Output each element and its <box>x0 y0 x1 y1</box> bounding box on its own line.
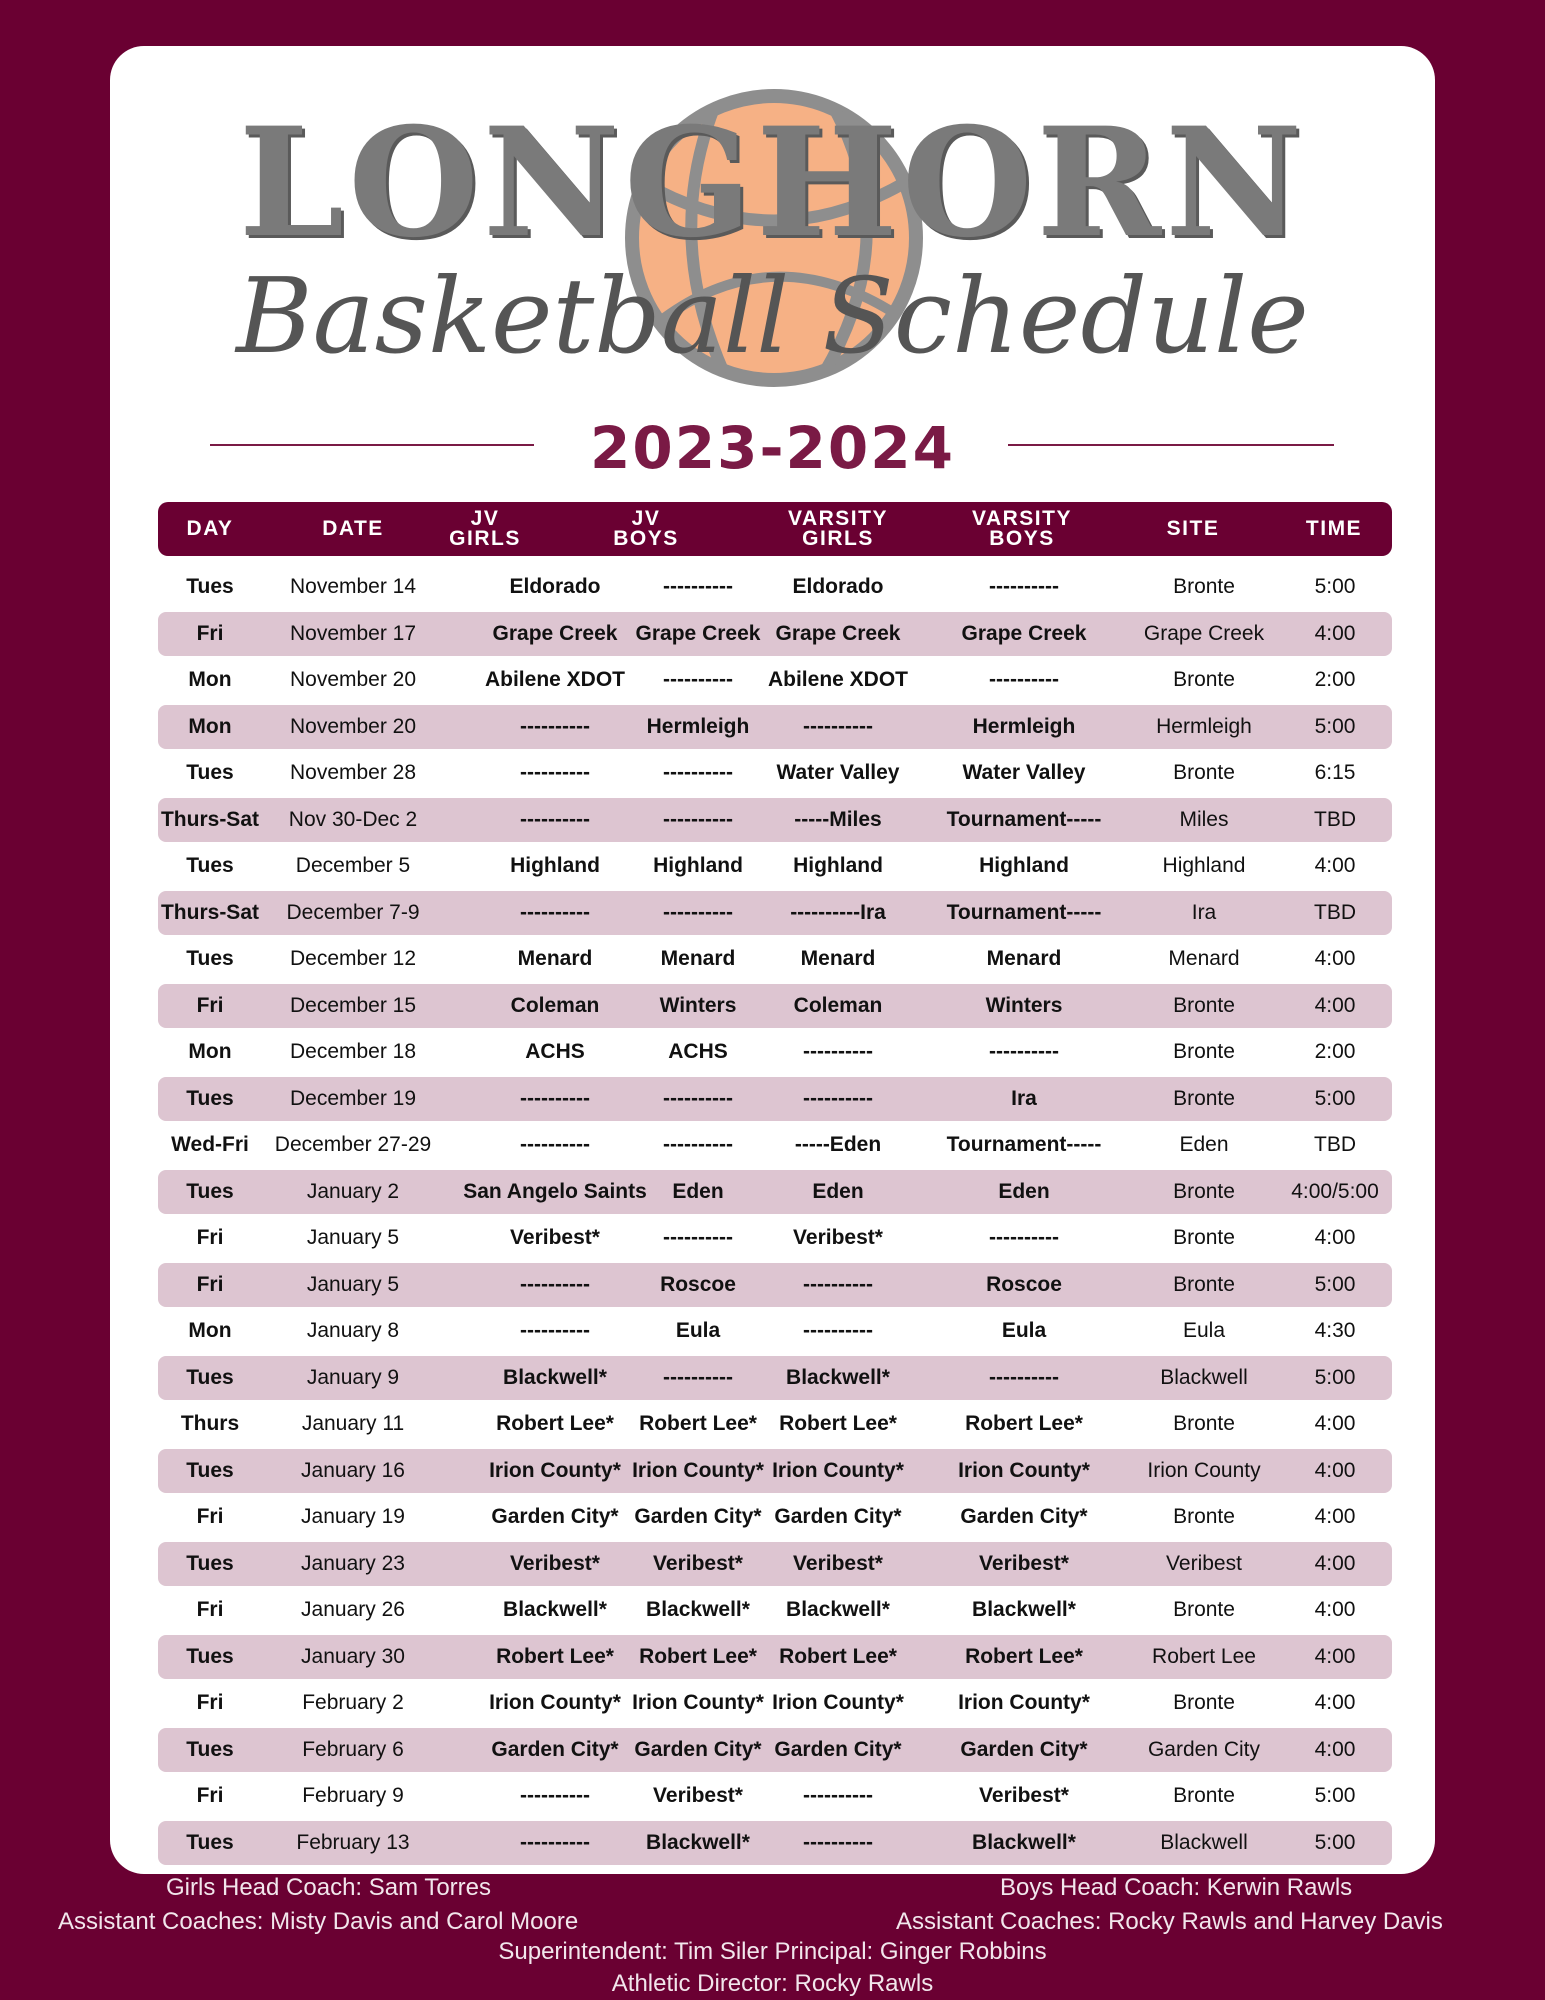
date-cell: February 2 <box>302 1691 404 1714</box>
jv-boys-cell: Veribest* <box>653 1551 743 1575</box>
varsity-girls-cell: -----Miles <box>794 807 882 831</box>
varsity-boys-cell: ---------- <box>989 575 1059 598</box>
varsity-boys-cell: Robert Lee* <box>965 1412 1083 1435</box>
jv-boys-cell: Highland <box>653 854 743 877</box>
time-cell: 6:15 <box>1314 761 1356 784</box>
jv-boys-cell: ---------- <box>663 1226 733 1249</box>
table-row <box>158 705 1392 749</box>
day-cell: Thurs-Sat <box>160 807 259 831</box>
day-cell: Fri <box>196 993 224 1017</box>
time-cell: 2:00 <box>1314 1040 1356 1063</box>
jv-girls-cell: ---------- <box>520 714 590 738</box>
divider-right <box>1008 444 1334 446</box>
season-year: 2023-2024 <box>590 414 955 482</box>
varsity-girls-cell: Highland <box>793 854 883 877</box>
column-header-varsity-boys: VARSITY BOYS <box>972 507 1072 550</box>
varsity-boys-cell: Garden City* <box>960 1505 1088 1528</box>
site-cell: Irion County <box>1147 1458 1261 1482</box>
jv-girls-cell: ---------- <box>520 1830 590 1854</box>
jv-boys-cell: ---------- <box>663 1086 733 1110</box>
varsity-girls-cell: Blackwell* <box>786 1598 890 1621</box>
jv-girls-cell: Coleman <box>510 993 600 1017</box>
jv-girls-cell: ---------- <box>520 1272 590 1296</box>
column-header-jv-girls: JV GIRLS <box>449 507 521 550</box>
time-cell: 4:00 <box>1314 993 1356 1017</box>
time-cell: 5:00 <box>1314 1086 1356 1110</box>
table-row <box>158 844 1392 888</box>
jv-boys-cell: Hermleigh <box>646 714 750 738</box>
time-cell: 4:00/5:00 <box>1291 1179 1379 1203</box>
time-cell: 4:00 <box>1314 1644 1356 1668</box>
varsity-girls-cell: ----------Ira <box>790 900 886 924</box>
varsity-girls-cell: Eden <box>812 1179 864 1203</box>
date-cell: January 5 <box>306 1226 400 1249</box>
varsity-girls-cell: ---------- <box>803 1319 873 1342</box>
jv-girls-cell: Veribest* <box>510 1551 600 1575</box>
site-cell: Highland <box>1162 854 1246 877</box>
day-cell: Wed-Fri <box>171 1133 249 1156</box>
varsity-boys-cell: Robert Lee* <box>965 1644 1083 1668</box>
jv-girls-cell: Menard <box>517 947 593 970</box>
date-cell: December 5 <box>295 854 411 877</box>
footer <box>0 1872 1545 2000</box>
varsity-boys-cell: Garden City* <box>960 1737 1088 1761</box>
site-cell: Bronte <box>1173 1226 1235 1249</box>
column-header-varsity-girls: VARSITY GIRLS <box>788 507 888 550</box>
date-cell: January 8 <box>306 1319 400 1342</box>
site-cell: Veribest <box>1166 1551 1242 1575</box>
time-cell: TBD <box>1314 1133 1356 1156</box>
jv-boys-cell: ---------- <box>663 1133 733 1156</box>
table-row <box>158 1681 1392 1725</box>
varsity-boys-cell: Hermleigh <box>972 714 1076 738</box>
date-cell: November 17 <box>289 621 417 645</box>
table-row <box>158 1728 1392 1772</box>
time-cell: 5:00 <box>1314 1784 1356 1807</box>
jv-girls-cell: Garden City* <box>491 1505 619 1528</box>
varsity-girls-cell: ---------- <box>803 1830 873 1854</box>
table-row <box>158 1356 1392 1400</box>
table-row <box>158 1402 1392 1446</box>
varsity-girls-cell: Irion County* <box>772 1691 904 1714</box>
varsity-girls-cell: Eldorado <box>792 575 884 598</box>
site-cell: Bronte <box>1173 1598 1235 1621</box>
date-cell: January 11 <box>301 1412 405 1435</box>
site-cell: Miles <box>1179 807 1229 831</box>
date-cell: February 9 <box>302 1784 404 1807</box>
table-row <box>158 1030 1392 1074</box>
varsity-boys-cell: Veribest* <box>979 1784 1069 1807</box>
varsity-girls-cell: Coleman <box>793 993 883 1017</box>
jv-girls-cell: Grape Creek <box>492 621 618 645</box>
jv-girls-cell: ---------- <box>520 807 590 831</box>
varsity-girls-cell: Robert Lee* <box>779 1644 897 1668</box>
jv-girls-cell: Eldorado <box>509 575 601 598</box>
varsity-girls-cell: ---------- <box>803 1040 873 1063</box>
jv-boys-cell: Roscoe <box>660 1272 736 1296</box>
table-header <box>158 502 1392 556</box>
varsity-girls-cell: ---------- <box>803 714 873 738</box>
time-cell: TBD <box>1314 900 1356 924</box>
date-cell: January 9 <box>306 1365 400 1389</box>
day-cell: Fri <box>196 1226 224 1249</box>
day-cell: Tues <box>186 1086 234 1110</box>
table-row <box>158 1309 1392 1353</box>
varsity-girls-cell: Veribest* <box>793 1226 883 1249</box>
boys-head-coach: Boys Head Coach: Kerwin Rawls <box>1000 1874 1353 1901</box>
day-cell: Fri <box>196 1272 224 1296</box>
column-header-site: SITE <box>1166 517 1220 540</box>
varsity-boys-cell: Winters <box>985 993 1063 1017</box>
date-cell: January 30 <box>301 1644 405 1668</box>
column-header-time: TIME <box>1305 517 1363 540</box>
site-cell: Garden City <box>1147 1737 1261 1761</box>
jv-girls-cell: ---------- <box>520 1319 590 1342</box>
table-row <box>158 1263 1392 1307</box>
time-cell: 4:00 <box>1314 621 1356 645</box>
table-row <box>158 1821 1392 1865</box>
table-row <box>158 798 1392 842</box>
table-row <box>158 612 1392 656</box>
time-cell: 4:00 <box>1314 1598 1356 1621</box>
boys-assistant-coaches: Assistant Coaches: Rocky Rawls and Harvey Davis <box>896 1908 1443 1935</box>
day-cell: Tues <box>186 1737 234 1761</box>
day-cell: Tues <box>186 1644 234 1668</box>
varsity-boys-cell: Tournament----- <box>946 1133 1102 1156</box>
date-cell: January 23 <box>301 1551 405 1575</box>
date-cell: Nov 30-Dec 2 <box>288 807 418 831</box>
varsity-girls-cell: Menard <box>800 947 876 970</box>
varsity-girls-cell: Veribest* <box>793 1551 883 1575</box>
day-cell: Mon <box>188 1319 232 1342</box>
site-cell: Bronte <box>1173 1784 1235 1807</box>
site-cell: Menard <box>1168 947 1240 970</box>
jv-boys-cell: ---------- <box>663 1365 733 1389</box>
date-cell: December 27-29 <box>274 1133 432 1156</box>
day-cell: Mon <box>188 668 232 691</box>
site-cell: Bronte <box>1173 1040 1235 1063</box>
varsity-boys-cell: Veribest* <box>979 1551 1069 1575</box>
jv-boys-cell: ---------- <box>663 575 733 598</box>
day-cell: Tues <box>186 1551 234 1575</box>
table-row <box>158 1774 1392 1818</box>
column-header-jv-boys: JV BOYS <box>613 507 679 550</box>
jv-boys-cell: Blackwell* <box>646 1830 750 1854</box>
day-cell: Tues <box>186 761 234 784</box>
date-cell: December 15 <box>289 993 417 1017</box>
day-cell: Mon <box>188 714 232 738</box>
jv-girls-cell: ACHS <box>525 1040 585 1063</box>
jv-girls-cell: Abilene XDOT <box>484 668 626 691</box>
date-cell: December 12 <box>289 947 417 970</box>
varsity-boys-cell: Tournament----- <box>946 807 1102 831</box>
site-cell: Bronte <box>1173 1179 1235 1203</box>
site-cell: Hermleigh <box>1156 714 1252 738</box>
date-cell: February 6 <box>302 1737 404 1761</box>
varsity-boys-cell: ---------- <box>989 1226 1059 1249</box>
time-cell: 4:00 <box>1314 1737 1356 1761</box>
table-row <box>158 937 1392 981</box>
jv-girls-cell: Robert Lee* <box>496 1644 614 1668</box>
day-cell: Fri <box>196 1598 224 1621</box>
table-row <box>158 1495 1392 1539</box>
time-cell: 4:00 <box>1314 854 1356 877</box>
varsity-girls-cell: -----Eden <box>794 1133 882 1156</box>
table-row <box>158 1542 1392 1586</box>
varsity-girls-cell: Garden City* <box>774 1505 902 1528</box>
jv-girls-cell: Blackwell* <box>503 1365 607 1389</box>
jv-girls-cell: ---------- <box>520 1086 590 1110</box>
varsity-boys-cell: Eden <box>998 1179 1050 1203</box>
administration: Superintendent: Tim Siler Principal: Ginger Robbins <box>498 1938 1047 1965</box>
date-cell: December 7-9 <box>286 900 420 924</box>
site-cell: Eula <box>1182 1319 1226 1342</box>
table-row <box>158 565 1392 609</box>
date-cell: January 5 <box>306 1272 400 1296</box>
table-row <box>158 751 1392 795</box>
jv-girls-cell: Irion County* <box>489 1458 621 1482</box>
site-cell: Bronte <box>1173 761 1235 784</box>
athletic-director: Athletic Director: Rocky Rawls <box>611 1970 934 1997</box>
jv-girls-cell: ---------- <box>520 1784 590 1807</box>
varsity-girls-cell: ---------- <box>803 1086 873 1110</box>
jv-boys-cell: Irion County* <box>632 1458 764 1482</box>
jv-girls-cell: ---------- <box>520 1133 590 1156</box>
site-cell: Bronte <box>1173 1505 1235 1528</box>
varsity-boys-cell: Blackwell* <box>972 1598 1076 1621</box>
time-cell: TBD <box>1314 807 1356 831</box>
varsity-girls-cell: Grape Creek <box>775 621 901 645</box>
varsity-girls-cell: Robert Lee* <box>779 1412 897 1435</box>
site-cell: Bronte <box>1173 1272 1235 1296</box>
table-row <box>158 891 1392 935</box>
site-cell: Bronte <box>1173 993 1235 1017</box>
time-cell: 4:00 <box>1314 1551 1356 1575</box>
day-cell: Tues <box>186 947 234 970</box>
varsity-boys-cell: Grape Creek <box>961 621 1087 645</box>
jv-boys-cell: Menard <box>660 947 736 970</box>
day-cell: Tues <box>186 1830 234 1854</box>
site-cell: Blackwell <box>1160 1830 1248 1854</box>
varsity-boys-cell: Highland <box>979 854 1069 877</box>
date-cell: January 26 <box>301 1598 405 1621</box>
jv-girls-cell: ---------- <box>520 900 590 924</box>
column-header-date: DATE <box>322 517 384 540</box>
time-cell: 4:00 <box>1314 947 1356 970</box>
day-cell: Tues <box>186 854 234 877</box>
varsity-boys-cell: ---------- <box>989 668 1059 691</box>
varsity-girls-cell: Garden City* <box>774 1737 902 1761</box>
schedule-card <box>110 46 1435 1874</box>
time-cell: 4:00 <box>1314 1505 1356 1528</box>
column-header-day: DAY <box>186 517 234 540</box>
date-cell: November 20 <box>289 668 417 691</box>
time-cell: 4:00 <box>1314 1226 1356 1249</box>
date-cell: November 28 <box>289 761 417 784</box>
site-cell: Bronte <box>1173 1691 1235 1714</box>
varsity-boys-cell: Blackwell* <box>972 1830 1076 1854</box>
day-cell: Fri <box>196 621 224 645</box>
site-cell: Bronte <box>1173 1086 1235 1110</box>
jv-boys-cell: Robert Lee* <box>639 1412 757 1435</box>
jv-boys-cell: Irion County* <box>632 1691 764 1714</box>
jv-boys-cell: Robert Lee* <box>639 1644 757 1668</box>
jv-boys-cell: Eula <box>675 1319 721 1342</box>
varsity-boys-cell: Irion County* <box>958 1458 1090 1482</box>
site-cell: Grape Creek <box>1143 621 1265 645</box>
varsity-boys-cell: Roscoe <box>986 1272 1062 1296</box>
jv-girls-cell: ---------- <box>520 761 590 784</box>
jv-boys-cell: Blackwell* <box>646 1598 750 1621</box>
time-cell: 5:00 <box>1314 1272 1356 1296</box>
time-cell: 4:00 <box>1314 1691 1356 1714</box>
table-row <box>158 1077 1392 1121</box>
site-cell: Robert Lee <box>1152 1644 1256 1668</box>
varsity-boys-cell: Water Valley <box>962 761 1086 784</box>
time-cell: 5:00 <box>1314 714 1356 738</box>
jv-girls-cell: Highland <box>510 854 600 877</box>
jv-boys-cell: Garden City* <box>634 1505 762 1528</box>
day-cell: Thurs-Sat <box>160 900 259 924</box>
jv-girls-cell: Veribest* <box>510 1226 600 1249</box>
table-row <box>158 1449 1392 1493</box>
jv-boys-cell: Garden City* <box>634 1737 762 1761</box>
time-cell: 2:00 <box>1314 668 1356 691</box>
jv-girls-cell: Irion County* <box>489 1691 621 1714</box>
jv-girls-cell: San Angelo Saints <box>463 1179 647 1203</box>
jv-boys-cell: ---------- <box>663 807 733 831</box>
site-cell: Bronte <box>1173 575 1235 598</box>
table-row <box>158 1216 1392 1260</box>
varsity-boys-cell: Ira <box>1011 1086 1037 1110</box>
jv-boys-cell: Veribest* <box>653 1784 743 1807</box>
time-cell: 4:00 <box>1314 1458 1356 1482</box>
date-cell: November 14 <box>289 575 417 598</box>
time-cell: 4:00 <box>1314 1412 1356 1435</box>
jv-boys-cell: Eden <box>672 1179 724 1203</box>
table-row <box>158 658 1392 702</box>
varsity-girls-cell: Abilene XDOT <box>767 668 909 691</box>
varsity-girls-cell: Blackwell* <box>786 1365 890 1389</box>
site-cell: Ira <box>1191 900 1217 924</box>
day-cell: Tues <box>186 1365 234 1389</box>
varsity-boys-cell: Eula <box>1001 1319 1047 1342</box>
site-cell: Bronte <box>1173 668 1235 691</box>
table-row <box>158 1588 1392 1632</box>
date-cell: February 13 <box>296 1830 410 1854</box>
time-cell: 5:00 <box>1314 1365 1356 1389</box>
varsity-girls-cell: Water Valley <box>776 761 900 784</box>
varsity-boys-cell: Tournament----- <box>946 900 1102 924</box>
jv-girls-cell: Blackwell* <box>503 1598 607 1621</box>
site-cell: Bronte <box>1173 1412 1235 1435</box>
schedule-header <box>110 46 1435 486</box>
page-title: LONGHORN <box>238 95 1307 271</box>
jv-girls-cell: Garden City* <box>491 1737 619 1761</box>
girls-assistant-coaches: Assistant Coaches: Misty Davis and Carol Moore <box>58 1908 579 1935</box>
table-row <box>158 1635 1392 1679</box>
time-cell: 5:00 <box>1314 575 1356 598</box>
time-cell: 4:30 <box>1314 1319 1356 1342</box>
day-cell: Fri <box>196 1691 224 1714</box>
page-subtitle: Basketball Schedule <box>236 255 1309 377</box>
table-row <box>158 1170 1392 1214</box>
varsity-boys-cell: ---------- <box>989 1365 1059 1389</box>
date-cell: December 18 <box>289 1040 417 1063</box>
jv-boys-cell: Grape Creek <box>635 621 761 645</box>
day-cell: Tues <box>186 1179 234 1203</box>
varsity-boys-cell: Irion County* <box>958 1691 1090 1714</box>
jv-girls-cell: Robert Lee* <box>496 1412 614 1435</box>
day-cell: Tues <box>186 1458 234 1482</box>
jv-boys-cell: ---------- <box>663 900 733 924</box>
varsity-boys-cell: Menard <box>986 947 1062 970</box>
girls-head-coach: Girls Head Coach: Sam Torres <box>166 1874 492 1901</box>
site-cell: Blackwell <box>1160 1365 1248 1389</box>
day-cell: Tues <box>186 575 234 598</box>
jv-boys-cell: ---------- <box>663 761 733 784</box>
jv-boys-cell: ---------- <box>663 668 733 691</box>
date-cell: December 19 <box>289 1086 417 1110</box>
table-row <box>158 984 1392 1028</box>
date-cell: January 2 <box>306 1179 400 1203</box>
varsity-girls-cell: ---------- <box>803 1784 873 1807</box>
day-cell: Thurs <box>180 1412 240 1435</box>
table-row <box>158 1123 1392 1167</box>
varsity-girls-cell: ---------- <box>803 1272 873 1296</box>
date-cell: January 16 <box>301 1458 405 1482</box>
day-cell: Fri <box>196 1505 224 1528</box>
date-cell: January 19 <box>301 1505 405 1528</box>
time-cell: 5:00 <box>1314 1830 1356 1854</box>
jv-boys-cell: Winters <box>659 993 737 1017</box>
date-cell: November 20 <box>289 714 417 738</box>
varsity-girls-cell: Irion County* <box>772 1458 904 1482</box>
jv-boys-cell: ACHS <box>668 1040 728 1063</box>
varsity-boys-cell: ---------- <box>989 1040 1059 1063</box>
site-cell: Eden <box>1179 1133 1229 1156</box>
day-cell: Fri <box>196 1784 224 1807</box>
day-cell: Mon <box>188 1040 232 1063</box>
